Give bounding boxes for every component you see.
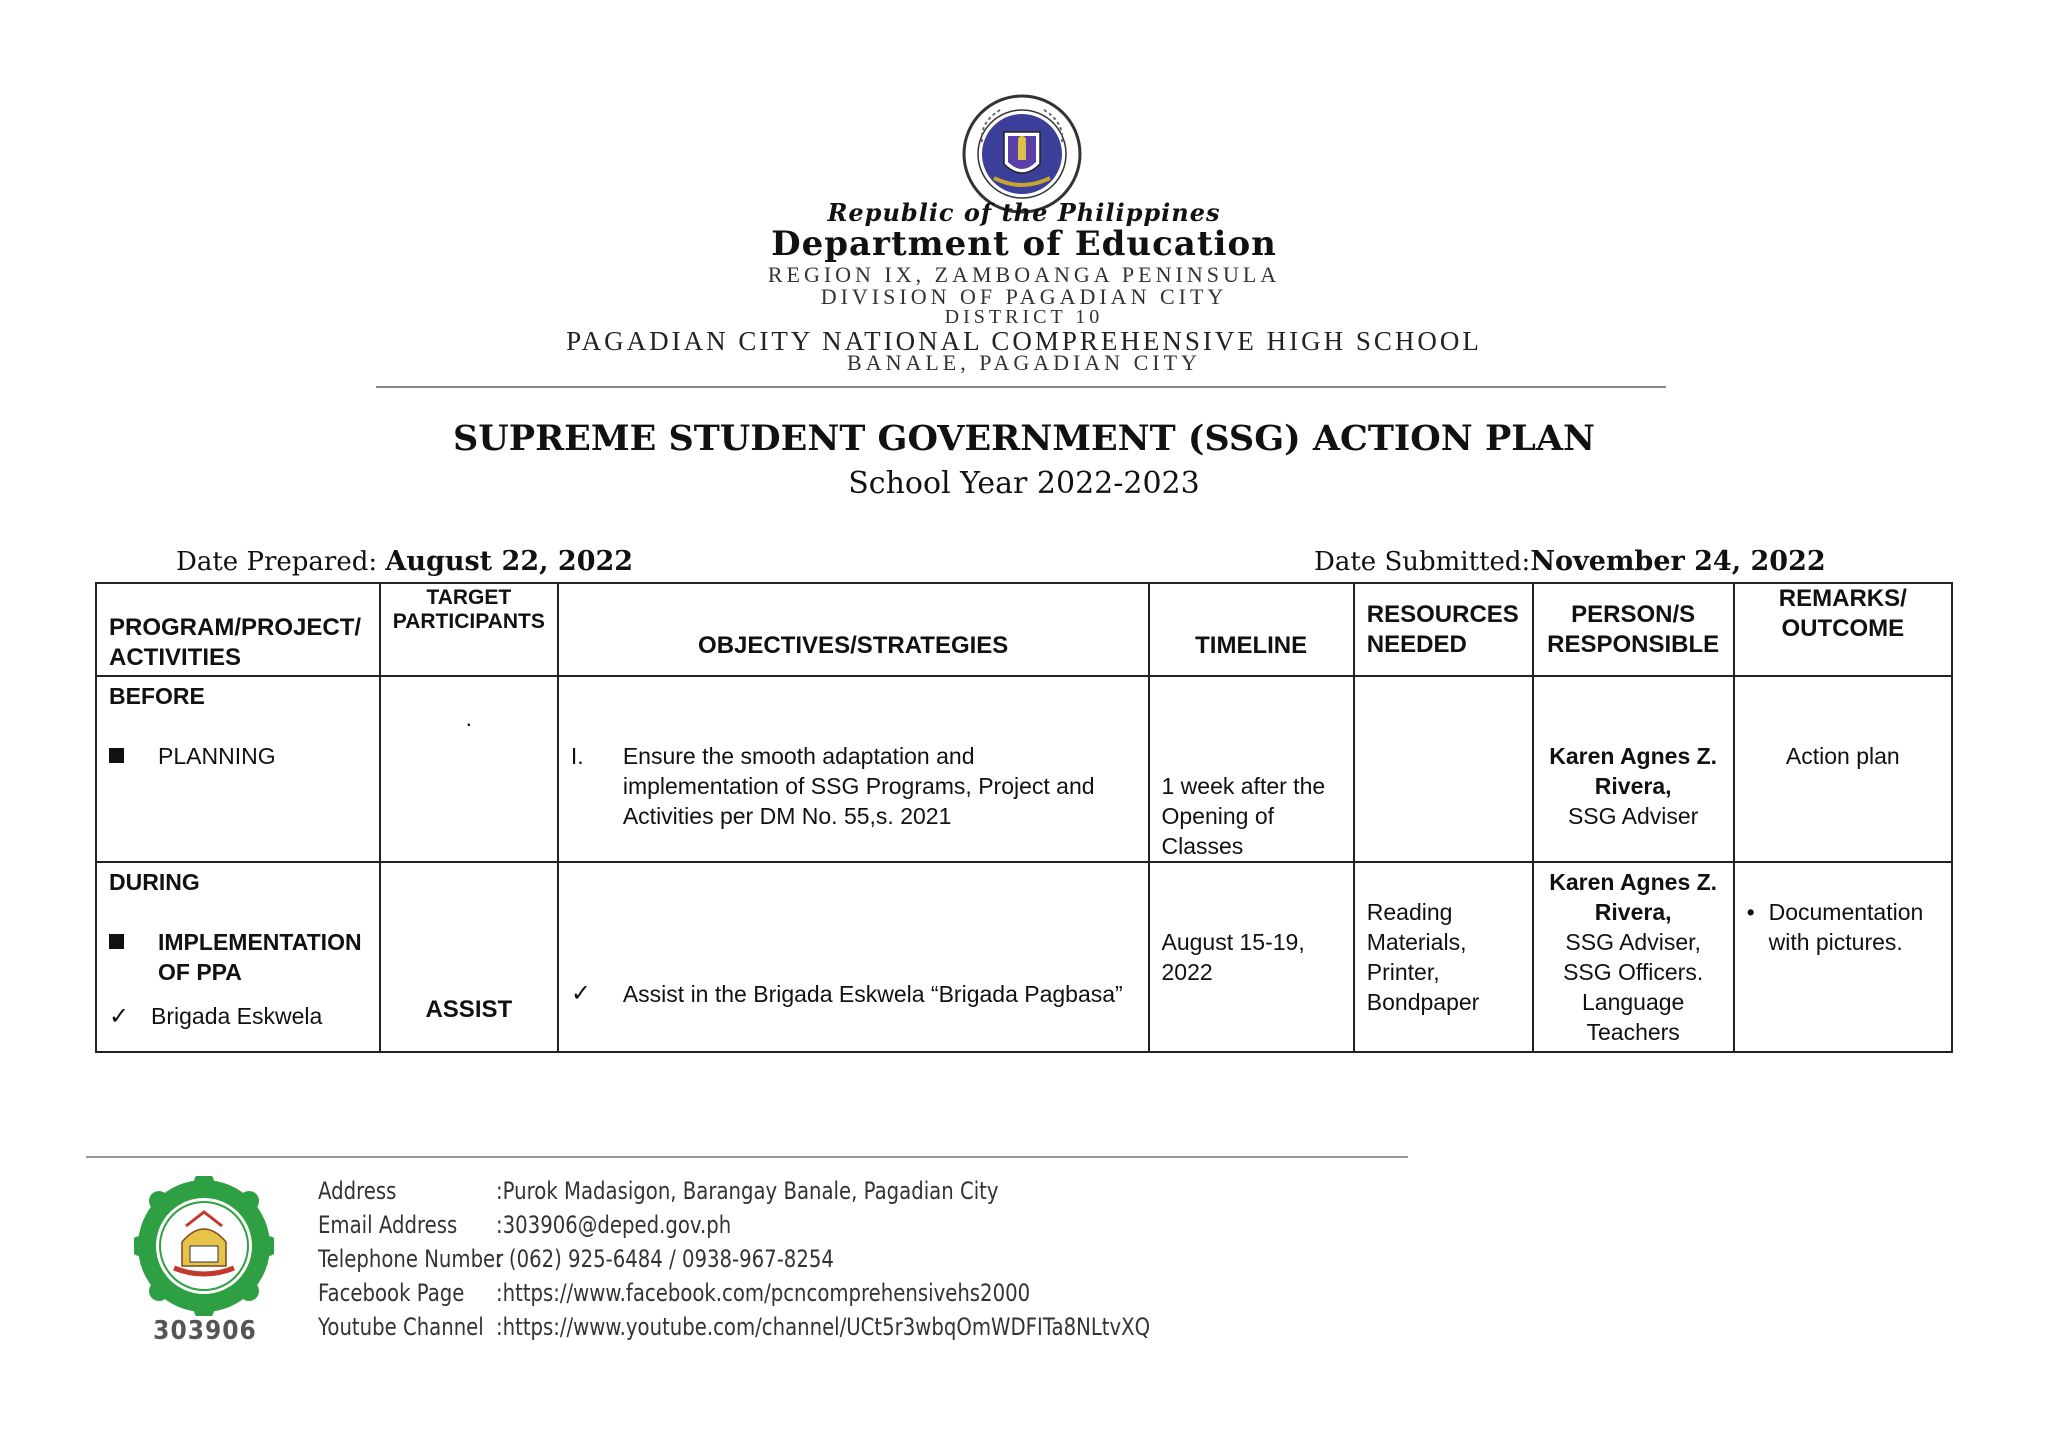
- header-target-participants: TARGET PARTICIPANTS: [380, 583, 558, 676]
- square-bullet-icon: [109, 934, 124, 949]
- header-persons: PERSON/S RESPONSIBLE: [1533, 583, 1734, 676]
- header-ppa: PROGRAM/PROJECT/ACTIVITIES: [96, 583, 380, 676]
- objective-text: Ensure the smooth adaptation and implementation of SSG Programs, Project and Activities per DM No. 55,s. 2021: [622, 743, 1095, 829]
- header-remarks: REMARKS/ OUTCOME: [1734, 583, 1952, 676]
- header-resources: RESOURCES NEEDED: [1354, 583, 1533, 676]
- table-header-row: [96, 583, 1952, 676]
- phase-label: BEFORE: [109, 683, 205, 709]
- cell-ppa: [96, 676, 380, 862]
- date-prepared-label: Date Prepared:: [176, 547, 378, 577]
- objective-text: Assist in the Brigada Eskwela “Brigada Pagbasa”: [622, 981, 1123, 1007]
- list-item: ✓ Brigada Eskwela: [109, 1003, 323, 1030]
- cell-remarks: • Documentation with pictures.: [1734, 862, 1952, 1052]
- cell-resources: Reading Materials, Printer, Bondpaper: [1354, 862, 1533, 1052]
- cell-remarks: Action plan: [1734, 676, 1952, 862]
- letterhead-republic: Republic of the Philippines: [827, 198, 1221, 227]
- cell-objective: [558, 676, 1149, 862]
- cell-resources: [1354, 676, 1533, 862]
- letterhead-district: DISTRICT 10: [944, 306, 1104, 328]
- document-subtitle: School Year 2022-2023: [848, 466, 1200, 501]
- checkmark-icon: ✓: [109, 1003, 130, 1030]
- school-logo: [134, 1176, 274, 1316]
- checkmark-icon: ✓: [570, 980, 591, 1007]
- cell-target: ASSIST: [380, 862, 558, 1052]
- table-row: [96, 676, 1952, 862]
- cell-persons: Karen Agnes Z. Rivera, SSG Adviser: [1533, 676, 1734, 862]
- school-id: 303906: [153, 1316, 257, 1346]
- header-objectives: OBJECTIVES/STRATEGIES: [558, 583, 1149, 676]
- letterhead-address: BANALE, PAGADIAN CITY: [847, 350, 1201, 375]
- letterhead-school-name: PAGADIAN CITY NATIONAL COMPREHENSIVE HIGH SCHOOL: [566, 326, 1482, 356]
- letterhead-divider: [376, 386, 1666, 388]
- letterhead-department: Department of Education: [771, 224, 1277, 264]
- date-submitted-value: November 24, 2022: [1530, 546, 1826, 577]
- cell-ppa: [96, 862, 380, 1052]
- round-bullet-icon: •: [1746, 899, 1755, 925]
- date-submitted: [1314, 546, 1826, 577]
- date-prepared: [176, 546, 633, 577]
- footer-divider: [86, 1156, 1408, 1158]
- cell-timeline: 1 week after the Opening of Classes: [1149, 676, 1354, 862]
- letterhead-region: REGION IX, ZAMBOANGA PENINSULA: [767, 262, 1281, 287]
- footer-contact-info: [318, 1174, 1294, 1344]
- cell-persons: Karen Agnes Z. Rivera, SSG Adviser, SSG Officers. Language Teachers: [1533, 862, 1734, 1052]
- footer-address: Address :Purok Madasigon, Barangay Banale, Pagadian City: [318, 1177, 999, 1205]
- footer-email: Email Address :303906@deped.gov.ph: [318, 1211, 732, 1239]
- date-submitted-label: Date Submitted:: [1314, 547, 1531, 577]
- cell-target: .: [380, 676, 558, 862]
- square-bullet-icon: [109, 748, 124, 763]
- action-plan-table: [95, 582, 1953, 1053]
- table-row: [96, 862, 1952, 1052]
- date-prepared-value: August 22, 2022: [385, 546, 634, 577]
- cell-timeline: August 15-19, 2022: [1149, 862, 1354, 1052]
- footer-facebook: Facebook Page :https://www.facebook.com/pcncomprehensivehs2000: [318, 1279, 1031, 1307]
- roman-numeral-marker: I.: [570, 743, 584, 769]
- phase-label: DURING: [109, 869, 200, 895]
- list-item: IMPLEMENTATION OF PPA: [109, 927, 367, 987]
- letterhead-division: DIVISION OF PAGADIAN CITY: [820, 284, 1228, 309]
- list-item: PLANNING: [109, 741, 367, 771]
- footer-telephone: Telephone Number: (062) 925-6484 / 0938-967-8254: [318, 1245, 834, 1273]
- footer-youtube: Youtube Channel :https://www.youtube.com/channel/UCt5r3wbqOmWDFITa8NLtvXQ: [318, 1313, 1151, 1341]
- header-timeline: TIMELINE: [1149, 583, 1354, 676]
- cell-objective: [558, 862, 1149, 1052]
- document-title: SUPREME STUDENT GOVERNMENT (SSG) ACTION PLAN: [452, 418, 1596, 459]
